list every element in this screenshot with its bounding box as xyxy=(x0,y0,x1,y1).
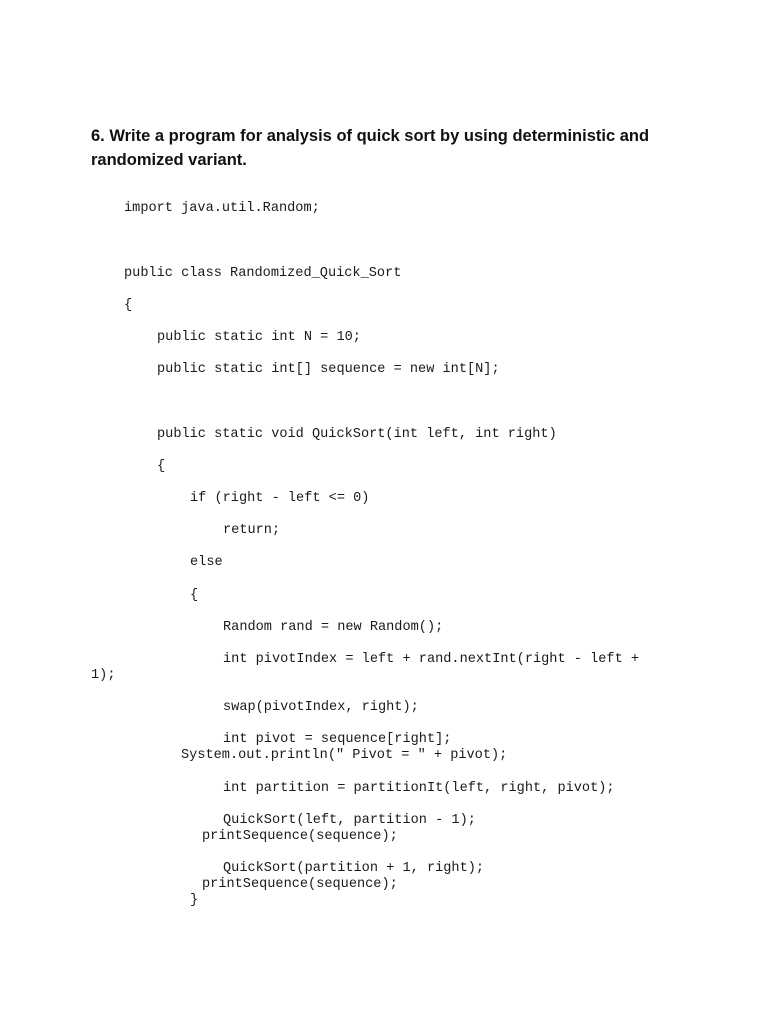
code-line-random: Random rand = new Random(); xyxy=(223,620,444,635)
code-line-quicksort-left: QuickSort(left, partition - 1); xyxy=(223,813,476,828)
code-line-println-pivot: System.out.println(" Pivot = " + pivot); xyxy=(181,748,508,763)
code-line-class-declaration: public class Randomized_Quick_Sort xyxy=(124,266,402,281)
code-line-pivot-index-wrap: 1); xyxy=(91,668,116,683)
code-line-print-sequence-1: printSequence(sequence); xyxy=(202,829,398,844)
code-line-pivot-index: int pivotIndex = left + rand.nextInt(right - left + xyxy=(223,652,640,667)
code-line-print-sequence-2: printSequence(sequence); xyxy=(202,877,398,892)
code-line-else-open-brace: { xyxy=(190,588,199,603)
code-line-field-n: public static int N = 10; xyxy=(157,330,361,345)
code-line-method-quicksort: public static void QuickSort(int left, int right) xyxy=(157,427,557,442)
code-line-else-close-brace: } xyxy=(190,893,199,908)
code-line-return: return; xyxy=(223,523,281,538)
code-line-else: else xyxy=(190,555,223,570)
code-line-field-sequence: public static int[] sequence = new int[N]; xyxy=(157,362,500,377)
code-line-quicksort-right: QuickSort(partition + 1, right); xyxy=(223,861,485,876)
code-line-import: import java.util.Random; xyxy=(124,201,320,216)
question-heading-line-2: randomized variant. xyxy=(91,151,247,169)
code-line-swap: swap(pivotIndex, right); xyxy=(223,700,419,715)
code-line-if-condition: if (right - left <= 0) xyxy=(190,491,370,506)
code-line-pivot: int pivot = sequence[right]; xyxy=(223,732,452,747)
code-line-method-open-brace: { xyxy=(157,459,166,474)
code-line-partition: int partition = partitionIt(left, right, pivot); xyxy=(223,781,615,796)
code-line-class-open-brace: { xyxy=(124,298,133,313)
question-heading-line-1: 6. Write a program for analysis of quick sort by using deterministic and xyxy=(91,127,650,145)
